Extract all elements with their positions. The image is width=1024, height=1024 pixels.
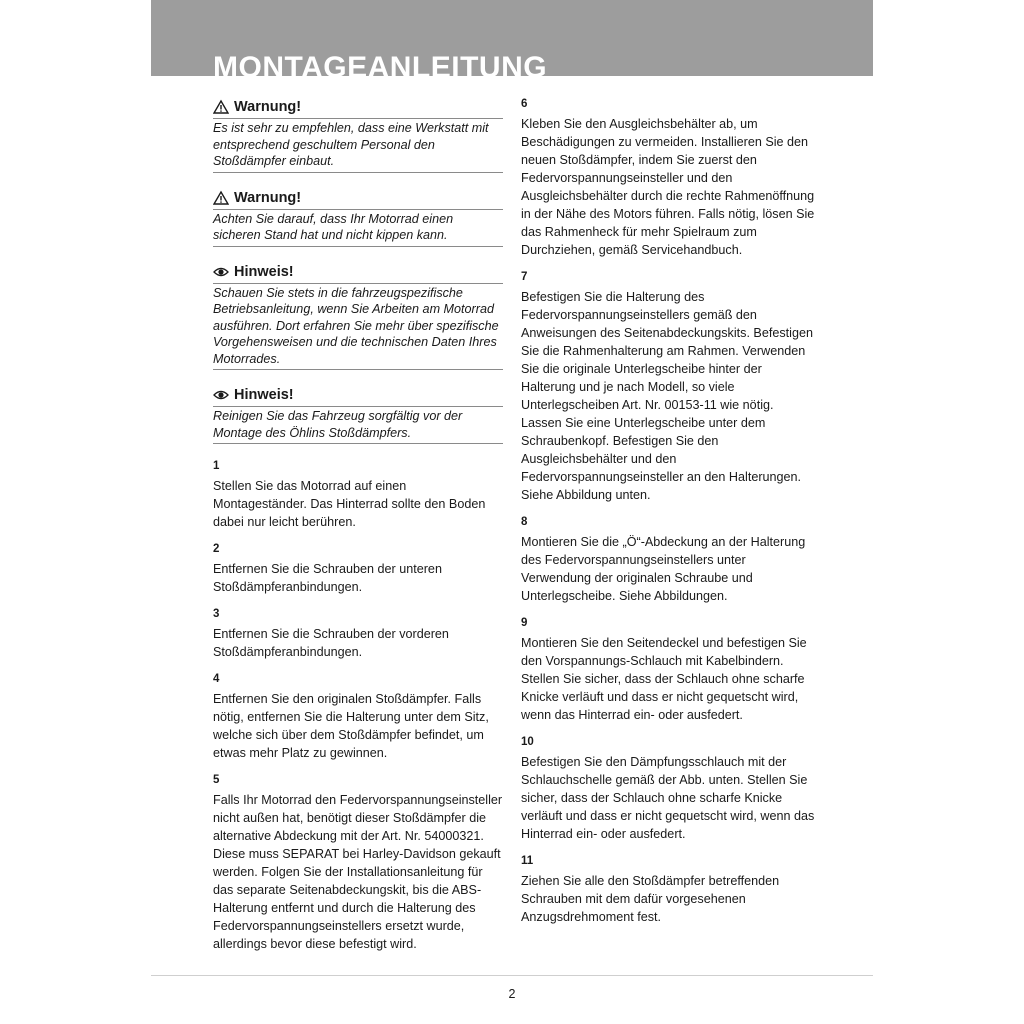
step-5 xyxy=(213,772,503,953)
page-title: MONTAGEANLEITUNG xyxy=(213,51,548,76)
notice-text: Achten Sie darauf, dass Ihr Motorrad einen sicheren Stand hat und nicht kippen kann. xyxy=(213,210,503,247)
step-text: Kleben Sie den Ausgleichsbehälter ab, um Beschädigungen zu vermeiden. Installieren Sie den neuen Stoßdämpfer, indem Sie zuerst den Federvorspannungseinsteller und den Ausgleichsbehälter durch die rechte Rahmenöffnung in der Nähe des Motors führen. Falls nötig, lösen Sie das Rahmenheck für mehr Spielraum zum Durchziehen, gemäß Servicehandbuch. xyxy=(521,117,815,257)
step-1 xyxy=(213,458,503,531)
step-text: Montieren Sie die „Ö“-Abdeckung an der Halterung des Federvorspannungseinstellers unter Verwendung der originalen Schraube und Unterlegscheibe. Siehe Abbildungen. xyxy=(521,535,806,603)
notice-warning xyxy=(213,187,503,247)
step-11 xyxy=(521,853,817,926)
right-column xyxy=(521,96,817,936)
step-text: Befestigen Sie den Dämpfungsschlauch mit der Schlauchschelle gemäß der Abb. unten. Stellen Sie sicher, dass der Schlauch ohne scharfe Knicke verläuft und dass er nicht gequetscht wird, wenn das Hinterrad ein- oder ausfedert. xyxy=(521,755,815,841)
step-9 xyxy=(521,615,817,724)
step-10 xyxy=(521,734,817,843)
step-2 xyxy=(213,541,503,596)
eye-icon xyxy=(213,264,229,280)
notice-title: Hinweis! xyxy=(234,387,294,403)
step-text: Entfernen Sie die Schrauben der unteren Stoßdämpferanbindungen. xyxy=(213,562,442,594)
notice-title: Hinweis! xyxy=(234,263,294,280)
step-8 xyxy=(521,514,817,605)
step-3 xyxy=(213,606,503,661)
step-number: 2 xyxy=(213,543,220,555)
step-number: 5 xyxy=(213,774,220,786)
notice-hint xyxy=(213,384,503,444)
eye-icon xyxy=(213,387,229,403)
left-column xyxy=(213,96,503,963)
notice-text: Schauen Sie stets in die fahrzeugspezifische Betriebsanleitung, wenn Sie Arbeiten am Motorrad ausführen. Dort erfahren Sie mehr über spezifische Vorgehensweisen und die technischen Daten Ihres Motorrades. xyxy=(213,284,503,371)
step-text: Falls Ihr Motorrad den Federvorspannungseinsteller nicht außen hat, benötigt dieser Stoßdämpfer die alternative Abdeckung mit der Art. Nr. 54000321. Diese muss SEPARAT bei Harley-Davidson gekauft werden. Folgen Sie der Installationsanleitung für das separate Seitenabdeckungskit, bis die ABS-Halterung entfernt und durch die Halterung des Federvorspannungseinstellers ersetzt wurde, allerdings bevor diese befestigt wird. xyxy=(213,793,503,951)
notice-text: Reinigen Sie das Fahrzeug sorgfältig vor der Montage des Öhlins Stoßdämpfers. xyxy=(213,407,503,444)
notice-title: Warnung! xyxy=(234,189,302,206)
step-text: Ziehen Sie alle den Stoßdämpfer betreffenden Schrauben mit dem dafür vorgesehenen Anzugsdrehmoment fest. xyxy=(521,874,780,924)
step-text: Entfernen Sie die Schrauben der vorderen Stoßdämpferanbindungen. xyxy=(213,627,449,659)
notice-warning xyxy=(213,96,503,173)
step-6 xyxy=(521,96,817,259)
page-number: 2 xyxy=(508,987,516,1001)
notice-title: Warnung! xyxy=(234,99,302,115)
step-number: 1 xyxy=(213,460,220,472)
step-number: 7 xyxy=(521,271,528,283)
step-number: 11 xyxy=(521,855,534,867)
step-text: Montieren Sie den Seitendeckel und befestigen Sie den Vorspannungs-Schlauch mit Kabelbindern. Stellen Sie sicher, dass der Schlauch ohne scharfe Knicke verläuft und dass er nicht gequetscht wird, wenn das Hinterrad ein- oder ausfedert. xyxy=(521,636,807,722)
step-text: Entfernen Sie den originalen Stoßdämpfer. Falls nötig, entfernen Sie die Halterung unter dem Sitz, welche sich über dem Stoßdämpfer befindet, um etwas mehr Platz zu gewinnen. xyxy=(213,692,489,760)
step-4 xyxy=(213,671,503,762)
step-text: Stellen Sie das Motorrad auf einen Montageständer. Das Hinterrad sollte den Boden dabei nur leicht berühren. xyxy=(213,479,486,529)
header-band xyxy=(151,0,873,76)
step-text: Befestigen Sie die Halterung des Federvorspannungseinstellers gemäß den Anweisungen des Seitenabdeckungskits. Befestigen Sie die Rahmenhalterung am Rahmen. Verwenden Sie die originale Unterlegscheibe hinter der Halterung und je nach Modell, so viele Unterlegscheiben Art. Nr. 00153-11 wie nötig. Lassen Sie eine Unterlegscheibe unter dem Schraubenkopf. Befestigen Sie den Ausgleichsbehälter und den Federvorspannungseinsteller an den Halterungen. Siehe Abbildung unten. xyxy=(521,290,813,502)
footer-divider xyxy=(151,975,873,976)
step-number: 3 xyxy=(213,608,220,620)
notice-hint xyxy=(213,261,503,371)
notice-text: Es ist sehr zu empfehlen, dass eine Werkstatt mit entsprechend geschultem Personal den Stoßdämpfer einbaut. xyxy=(213,119,503,173)
warning-triangle-icon xyxy=(213,99,229,115)
step-7 xyxy=(521,269,817,504)
step-number: 4 xyxy=(213,673,220,685)
step-number: 8 xyxy=(521,516,528,528)
step-number: 9 xyxy=(521,617,528,629)
step-number: 10 xyxy=(521,736,534,748)
step-number: 6 xyxy=(521,98,528,110)
warning-triangle-icon xyxy=(213,190,229,206)
